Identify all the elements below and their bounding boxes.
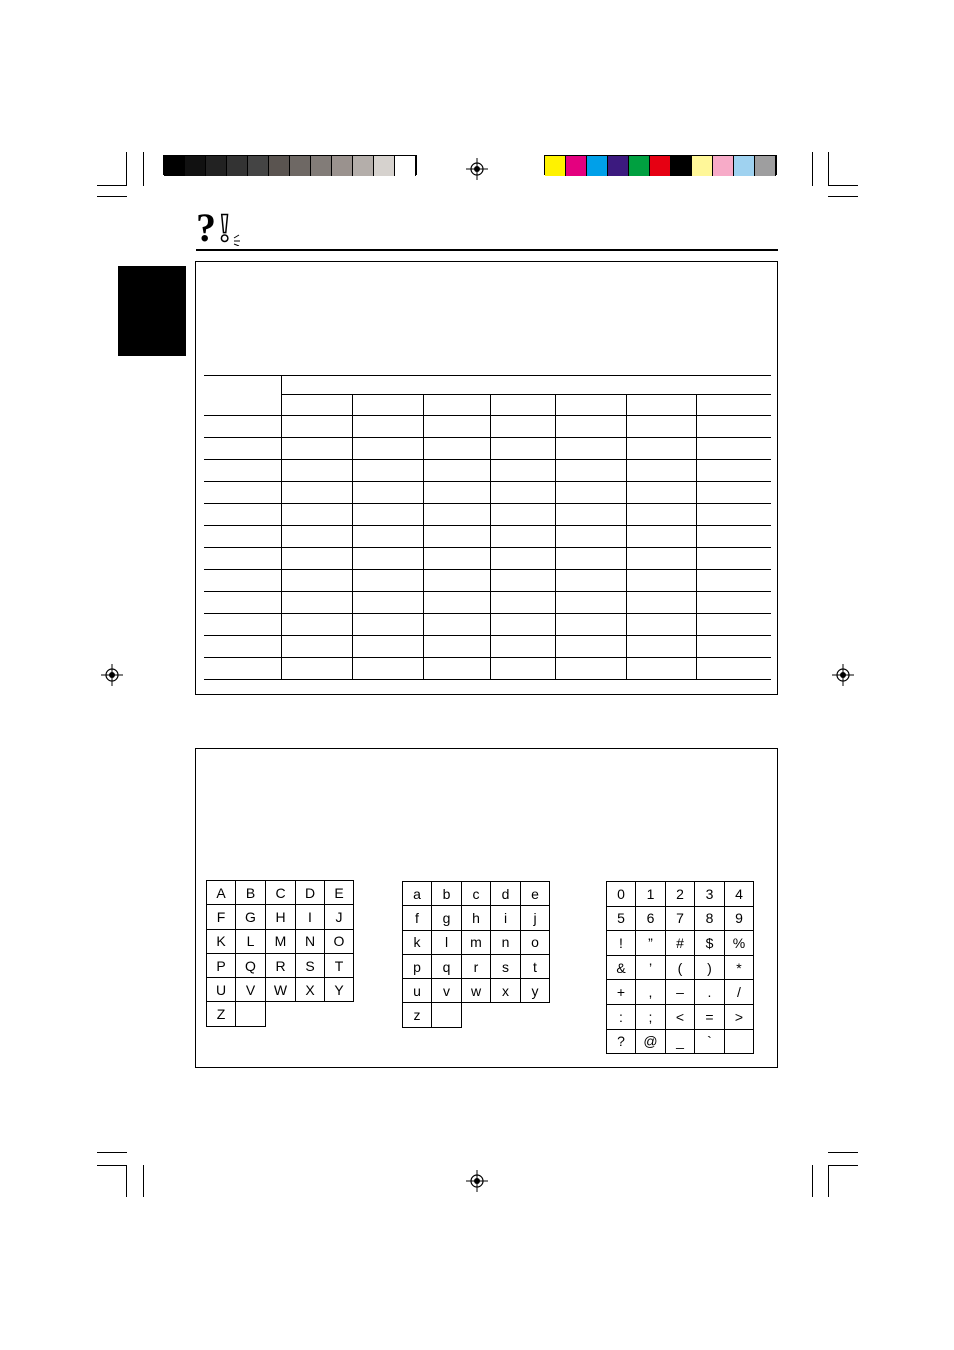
character-cell: Y — [325, 978, 354, 1002]
character-cell: @ — [636, 1030, 666, 1055]
character-cell: 0 — [607, 882, 636, 907]
character-cell: y — [521, 979, 550, 1003]
character-cell: 3 — [695, 882, 725, 907]
character-cell: 5 — [607, 907, 636, 932]
color-swatch — [671, 156, 692, 176]
character-cell: z — [403, 1003, 432, 1027]
character-cell: X — [296, 978, 325, 1002]
character-cell: 6 — [636, 907, 666, 932]
color-swatch — [185, 156, 206, 176]
lowercase-character-grid — [402, 881, 550, 1028]
grid-spacer — [296, 1002, 325, 1026]
grid-spacer — [521, 1003, 550, 1027]
character-cell: O — [325, 930, 354, 954]
uppercase-character-grid — [206, 880, 354, 1027]
table-rule — [204, 375, 771, 376]
color-swatch — [353, 156, 374, 176]
registration-mark-icon — [466, 158, 488, 180]
color-swatch — [629, 156, 650, 176]
color-swatch — [545, 156, 566, 176]
color-swatch — [332, 156, 353, 176]
character-cell: T — [325, 954, 354, 978]
character-cell: ” — [636, 931, 666, 956]
grayscale-color-bar — [163, 155, 417, 175]
character-cell: Q — [236, 954, 266, 978]
character-cell: a — [403, 882, 432, 906]
grid-spacer — [266, 1002, 296, 1026]
table-rule — [204, 525, 771, 526]
character-cell: b — [432, 882, 462, 906]
table-rule — [204, 415, 771, 416]
color-swatch — [566, 156, 587, 176]
character-cell: t — [521, 955, 550, 979]
character-cell: * — [725, 956, 754, 981]
header-rule — [196, 249, 778, 251]
character-cell: < — [666, 1005, 695, 1030]
registration-mark-icon — [832, 664, 854, 686]
grid-spacer — [491, 1003, 521, 1027]
character-cell: E — [325, 881, 354, 905]
character-cell: 4 — [725, 882, 754, 907]
table-rule — [204, 613, 771, 614]
character-cell: n — [491, 931, 521, 955]
character-cell: ! — [607, 931, 636, 956]
character-cell: P — [207, 954, 236, 978]
color-swatch — [269, 156, 290, 176]
character-cell: % — [725, 931, 754, 956]
character-cell: j — [521, 906, 550, 930]
character-cell: 8 — [695, 907, 725, 932]
character-cell: c — [462, 882, 491, 906]
character-cell: q — [432, 955, 462, 979]
character-cell: w — [462, 979, 491, 1003]
character-cell: / — [725, 980, 754, 1005]
table-rule — [204, 459, 771, 460]
table-rule — [204, 481, 771, 482]
info-box-top — [195, 261, 778, 695]
character-cell: ? — [607, 1030, 636, 1055]
color-swatch — [206, 156, 227, 176]
character-cell: U — [207, 978, 236, 1002]
character-cell: H — [266, 905, 296, 929]
character-cell: d — [491, 882, 521, 906]
grid-spacer — [325, 1002, 354, 1026]
character-cell: v — [432, 979, 462, 1003]
character-cell: ’ — [636, 956, 666, 981]
color-swatch — [755, 156, 776, 176]
character-cell: 7 — [666, 907, 695, 932]
symbol-character-grid — [606, 881, 754, 1054]
character-cell: N — [296, 930, 325, 954]
table-column-divider — [555, 394, 556, 679]
character-cell: B — [236, 881, 266, 905]
color-swatch — [395, 156, 416, 176]
character-cell — [236, 1002, 266, 1026]
character-cell: r — [462, 955, 491, 979]
character-cell: – — [666, 980, 695, 1005]
table-column-divider — [352, 394, 353, 679]
character-cell: i — [491, 906, 521, 930]
character-cell: M — [266, 930, 296, 954]
table-rule — [204, 437, 771, 438]
character-cell: u — [403, 979, 432, 1003]
grid-spacer — [462, 1003, 491, 1027]
character-cell: , — [636, 980, 666, 1005]
character-cell: 2 — [666, 882, 695, 907]
character-cell: L — [236, 930, 266, 954]
character-cell: k — [403, 931, 432, 955]
table-column-divider — [281, 375, 282, 679]
character-cell: S — [296, 954, 325, 978]
character-cell: $ — [695, 931, 725, 956]
color-swatch — [227, 156, 248, 176]
character-cell: 9 — [725, 907, 754, 932]
color-swatch — [713, 156, 734, 176]
table-rule — [204, 635, 771, 636]
character-cell: F — [207, 905, 236, 929]
character-cell: & — [607, 956, 636, 981]
color-swatch — [650, 156, 671, 176]
character-cell: m — [462, 931, 491, 955]
character-cell: R — [266, 954, 296, 978]
character-cell: # — [666, 931, 695, 956]
character-cell: l — [432, 931, 462, 955]
character-cell: W — [266, 978, 296, 1002]
question-exclamation-icon — [196, 208, 244, 246]
character-cell: + — [607, 980, 636, 1005]
character-cell: D — [296, 881, 325, 905]
registration-mark-icon — [101, 664, 123, 686]
character-cell: G — [236, 905, 266, 929]
character-cell: p — [403, 955, 432, 979]
character-cell: ` — [695, 1030, 725, 1055]
character-cell: ; — [636, 1005, 666, 1030]
table-rule — [204, 679, 771, 680]
character-cell: s — [491, 955, 521, 979]
process-color-bar — [544, 155, 777, 175]
character-cell — [725, 1030, 754, 1055]
color-swatch — [248, 156, 269, 176]
table-rule — [204, 657, 771, 658]
character-cell: . — [695, 980, 725, 1005]
character-cell: : — [607, 1005, 636, 1030]
color-swatch — [311, 156, 332, 176]
character-cell: h — [462, 906, 491, 930]
table-rule — [204, 503, 771, 504]
table-rule — [204, 547, 771, 548]
color-swatch — [587, 156, 608, 176]
color-swatch — [374, 156, 395, 176]
character-cell: I — [296, 905, 325, 929]
table-column-divider — [696, 394, 697, 679]
color-swatch — [608, 156, 629, 176]
table-rule — [281, 394, 771, 395]
svg-text:!: ! — [218, 208, 232, 246]
color-swatch — [734, 156, 755, 176]
character-cell: 1 — [636, 882, 666, 907]
character-cell: C — [266, 881, 296, 905]
table-rule — [204, 591, 771, 592]
language-side-tab — [118, 266, 186, 356]
registration-mark-icon — [466, 1170, 488, 1192]
character-cell: V — [236, 978, 266, 1002]
character-cell — [432, 1003, 462, 1027]
character-cell: o — [521, 931, 550, 955]
character-cell: f — [403, 906, 432, 930]
character-cell: g — [432, 906, 462, 930]
table-column-divider — [490, 394, 491, 679]
table-column-divider — [626, 394, 627, 679]
color-swatch — [692, 156, 713, 176]
svg-text:?: ? — [196, 208, 216, 246]
character-cell: x — [491, 979, 521, 1003]
character-cell: > — [725, 1005, 754, 1030]
color-swatch — [164, 156, 185, 176]
character-cell: J — [325, 905, 354, 929]
character-cell: e — [521, 882, 550, 906]
character-cell: A — [207, 881, 236, 905]
table-column-divider — [423, 394, 424, 679]
table-rule — [204, 569, 771, 570]
character-cell: ) — [695, 956, 725, 981]
character-cell: = — [695, 1005, 725, 1030]
character-cell: Z — [207, 1002, 236, 1026]
color-swatch — [290, 156, 311, 176]
character-cell: ( — [666, 956, 695, 981]
character-cell: K — [207, 930, 236, 954]
character-cell: _ — [666, 1030, 695, 1055]
